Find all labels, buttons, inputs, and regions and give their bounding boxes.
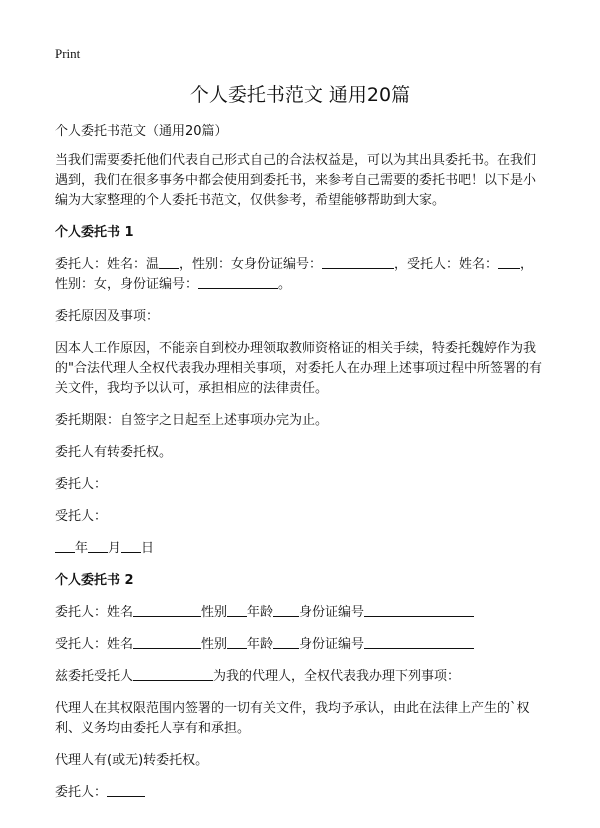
month-text: 月 [108,541,122,556]
signature-date [55,539,547,559]
blank-line [121,539,141,553]
blank-line [133,667,213,681]
section-2-principal-signature [55,783,547,803]
blank-line [133,635,201,649]
principal-age-label: 年龄 [247,605,274,620]
blank-line [107,783,145,797]
blank-line [273,603,299,617]
agent-name-text: ，受托人：姓名： [394,257,499,272]
blank-line [498,255,520,269]
page-title: 个人委托书范文 通用20篇 [189,84,411,106]
blank-line [198,275,278,289]
year-text: 年 [75,541,89,556]
print-link[interactable]: Print [55,46,81,61]
blank-line [364,603,474,617]
agent-gender-label: 性别 [201,637,228,652]
principal-gender-text: ，性别：女身份证编号： [179,257,323,272]
section-1-principal-info [55,255,547,295]
blank-line [159,255,179,269]
scope-paragraph: 代理人在其权限范围内签署的一切有关文件，我均予承认，由此在法律上产生的`权利、义务均由委托人享有和承担。 [55,701,530,736]
intro-paragraph: 当我们需要委托他们代表自己形式自己的合法权益是，可以为其出具委托书。在我们遇到，我们在很多事务中都会使用到委托书，来参考自己需要的委托书吧！以下是小编为大家整理的个人委托书范文，仅供参考，希望能够帮助到大家。 [55,153,537,208]
principal-sign-label: 委托人： [55,785,108,800]
section-2-transfer-right: 代理人有(或无)转委托权。 [55,753,209,768]
blank-line [88,539,108,553]
agent-gender-text: 性别：女，身份证编号： [55,277,199,292]
transfer-right: 委托人有转委托权。 [55,445,173,460]
comma-text: ， [520,257,534,272]
blank-line [133,603,201,617]
blank-line [227,603,247,617]
agent-name-label: 受托人：姓名 [55,637,134,652]
blank-line [322,255,394,269]
principal-gender-label: 性别 [201,605,228,620]
appoint-text-b: 为我的代理人，全权代表我办理下列事项： [213,669,461,684]
entrust-period: 委托期限：自签字之日起至上述事项办完为止。 [55,413,329,428]
blank-line [364,635,474,649]
section-2-heading: 个人委托书 2 [55,573,134,588]
reason-label: 委托原因及事项： [55,309,160,324]
appointment-line [55,667,547,687]
day-text: 日 [141,541,155,556]
agent-id-label: 身份证编号 [299,637,365,652]
blank-line [273,635,299,649]
agent-signature-label: 受托人： [55,509,108,524]
blank-line [55,539,75,553]
section-2-agent-info [55,635,547,655]
principal-name-label: 委托人：姓名 [55,605,134,620]
document-body [55,122,547,815]
document-subtitle: 个人委托书范文（通用20篇） [55,124,228,139]
appoint-text-a: 兹委托受托人 [55,669,134,684]
agent-age-label: 年龄 [247,637,274,652]
principal-name-text: 委托人：姓名：温 [55,257,160,272]
section-1-heading: 个人委托书 1 [55,225,134,240]
principal-id-label: 身份证编号 [299,605,365,620]
period-text: 。 [278,277,292,292]
reason-paragraph: 因本人工作原因，不能亲自到校办理领取教师资格证的相关手续，特委托魏婷作为我的"合法代理人全权代表我办理相关事项，对委托人在办理上述事项过程中所签署的有关文件，我均予以认可，承担相应的法律责任。 [55,341,542,396]
principal-signature-label: 委托人： [55,477,108,492]
section-2-principal-info [55,603,547,623]
blank-line [227,635,247,649]
